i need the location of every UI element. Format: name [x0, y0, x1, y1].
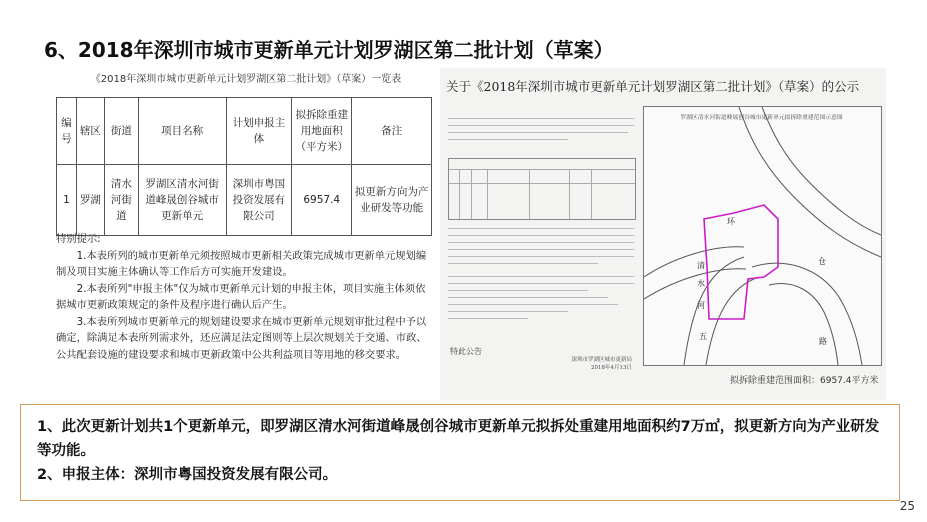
summary-line-2: 2、申报主体：深圳市粤国投资发展有限公司。: [37, 467, 338, 483]
notice-contact-text: [448, 276, 634, 325]
road-label-wu: 五: [699, 332, 707, 341]
header-area: 拟拆除重建用地面积（平方米）: [292, 98, 352, 165]
site-map-drawing: [644, 107, 881, 365]
road-label-he: 河: [697, 301, 705, 310]
summary-line-1: 1、此次更新计划共1个更新单元，即罗湖区清水河街道峰晟创谷城市更新单元拟拆处重建用地面积约7万㎡，拟更新方向为产业研发等功能。: [37, 419, 880, 459]
header-street: 街道: [104, 98, 138, 165]
issuer-date: 2018年4月13日: [591, 365, 632, 371]
cell-area: 6957.4: [292, 165, 352, 236]
cell-street: 清水河街道: [104, 165, 138, 236]
road-label-qing: 清: [697, 261, 705, 270]
summary-box: [20, 404, 900, 501]
cell-number: 1: [57, 165, 77, 236]
header-number: 编号: [57, 98, 77, 165]
page-number: 25: [899, 499, 915, 513]
road-label-lu: 路: [819, 337, 827, 346]
note-item-1: 1.本表所列的城市更新单元须按照城市更新相关政策完成城市更新单元规划编制及项目实施主体确认等工作后方可实施开发建设。: [56, 249, 427, 278]
notice-issuer: [532, 356, 632, 372]
notes-heading: 特别提示:: [56, 233, 101, 245]
road-label-shui: 水: [697, 279, 705, 288]
table-caption: 《2018年深圳市城市更新单元计划罗湖区第二批计划》（草案）一览表: [90, 74, 402, 85]
notice-mini-table: [448, 158, 636, 220]
note-item-2: 2.本表所列"申报主体"仅为城市更新单元计划的申报主体，项目实施主体须依据城市更新政策规定的条件及程序进行确认后产生。: [56, 282, 426, 311]
plan-table-header-row: [57, 98, 432, 165]
road-label-cang: 仓: [818, 257, 826, 266]
special-notice-text: 特此公告: [450, 347, 482, 356]
plan-table: [56, 97, 432, 236]
public-notice-image: [440, 68, 886, 400]
map-title: 罗湖区清水河街道峰晟创谷城市更新单元拟拆除重建范围示意图: [680, 115, 843, 121]
notice-notes-text: [448, 228, 634, 270]
header-remarks: 备注: [352, 98, 432, 165]
table-row: [57, 165, 432, 236]
header-applicant: 计划申报主体: [226, 98, 292, 165]
notice-title: 关于《2018年深圳市城市更新单元计划罗湖区第二批计划》（草案）的公示: [446, 79, 860, 94]
note-item-3: 3.本表所列城市更新单元的规划建设要求在城市更新单元规划审批过程中予以确定，除满足本表所列需求外，还应满足法定图则等上层次规划关于交通、市政、公共配套设施的建设要求和城市更新政策中公共利益项目等用地的移交要求。: [56, 315, 427, 361]
cell-applicant: 深圳市粤国投资发展有限公司: [226, 165, 292, 236]
site-map: [643, 106, 882, 366]
special-notes: [56, 231, 434, 363]
map-area-caption: 拟拆除重建范围面积：6957.4平方米: [730, 376, 879, 386]
site-boundary: [704, 205, 778, 319]
slide-title: 6、2018年深圳市城市更新单元计划罗湖区第二批计划（草案）: [44, 38, 614, 62]
road-label-huan: 环: [727, 217, 735, 226]
issuer-name: 深圳市罗湖区城市更新局: [571, 357, 632, 363]
header-project-name: 项目名称: [138, 98, 226, 165]
header-district: 辖区: [76, 98, 104, 165]
cell-project-name: 罗湖区清水河街道峰晟创谷城市更新单元: [138, 165, 226, 236]
cell-remarks: 拟更新方向为产业研发等功能: [352, 165, 432, 236]
cell-district: 罗湖: [76, 165, 104, 236]
notice-body-text: [448, 118, 634, 146]
